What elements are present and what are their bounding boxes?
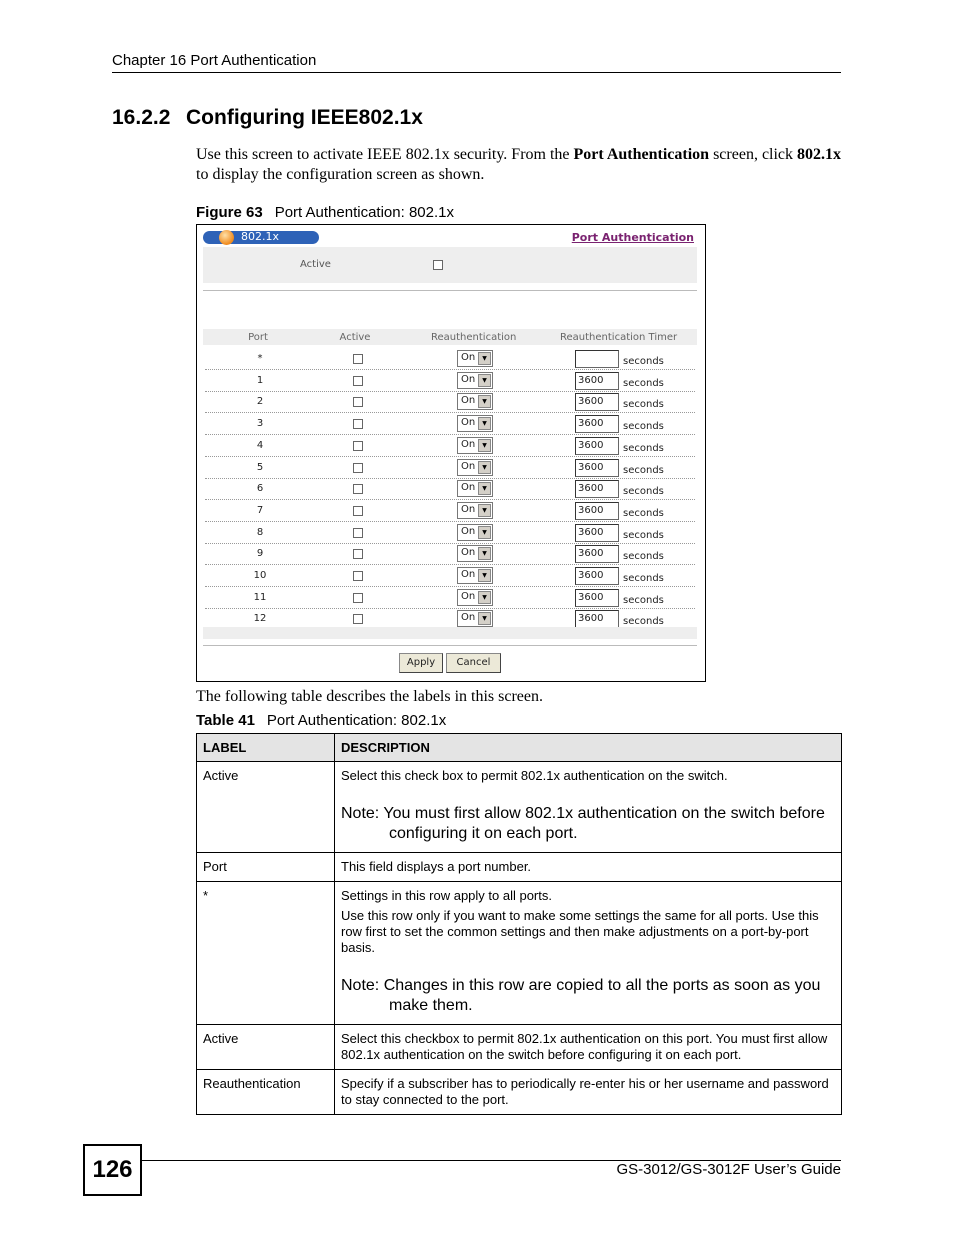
reauthentication-value: On (461, 438, 476, 450)
port-row (205, 391, 695, 413)
seconds-unit: seconds (623, 594, 664, 606)
reauth-timer-input[interactable] (575, 480, 619, 498)
reauth-timer-value: 3600 (578, 461, 604, 473)
dropdown-arrow-icon: ▼ (478, 569, 491, 582)
guide-name: GS-3012/GS-3012F User’s Guide (616, 1161, 841, 1178)
reauthentication-select[interactable] (457, 589, 493, 606)
port-number: 6 (256, 483, 264, 495)
reauthentication-select[interactable] (457, 350, 493, 367)
seconds-unit: seconds (623, 464, 664, 476)
note-text: Note: You must first allow 802.1x authentication on the switch before configuring it on each port. (341, 805, 825, 842)
intro-bold-text: 802.1x (797, 146, 842, 163)
figure-caption-text: Port Authentication: 802.1x (274, 204, 454, 221)
seconds-unit: seconds (623, 573, 664, 584)
port-active-checkbox[interactable] (353, 354, 363, 364)
port-active-checkbox[interactable] (353, 376, 363, 386)
port-number: 4 (256, 439, 264, 451)
port-active-checkbox[interactable] (353, 549, 363, 559)
dropdown-arrow-icon: ▼ (478, 417, 491, 430)
reauthentication-select[interactable] (457, 524, 493, 541)
column-header-reauth-timer: Reauthentication Timer (560, 332, 678, 343)
description-text: This field displays a port number. (341, 859, 532, 874)
dropdown-arrow-icon: ▼ (478, 439, 491, 452)
reauth-timer-value: 3600 (578, 570, 604, 581)
port-active-checkbox[interactable] (353, 397, 363, 407)
port-active-checkbox[interactable] (353, 593, 363, 603)
reauth-timer-value: 3600 (578, 374, 604, 386)
running-header: Chapter 16 Port Authentication (112, 52, 317, 69)
description-table (196, 733, 842, 1115)
reauthentication-value: On (461, 612, 476, 624)
reauth-timer-input[interactable] (575, 502, 619, 520)
port-active-checkbox[interactable] (353, 506, 363, 516)
port-row (205, 522, 695, 544)
column-header-reauthentication: Reauthentication (431, 332, 517, 343)
reauth-timer-input[interactable] (575, 589, 619, 607)
port-number: 1 (256, 374, 264, 386)
section-heading (112, 106, 423, 130)
reauthentication-value: On (461, 460, 476, 472)
port-number: 2 (256, 396, 264, 408)
dropdown-arrow-icon: ▼ (478, 374, 491, 387)
header-rule (112, 72, 841, 73)
table-caption (196, 712, 446, 729)
reauthentication-select[interactable] (457, 610, 493, 627)
port-active-checkbox[interactable] (353, 419, 363, 429)
header-description: DESCRIPTION (335, 734, 842, 762)
reauthentication-value: On (461, 569, 476, 580)
table-row (197, 882, 842, 1025)
port-row (205, 478, 695, 500)
seconds-unit: seconds (623, 356, 664, 367)
seconds-unit: seconds (623, 507, 664, 519)
description-text: Settings in this row apply to all ports. (341, 888, 552, 903)
port-row (205, 543, 695, 565)
intro-text: to display the configuration screen as shown. (196, 166, 485, 183)
dropdown-arrow-icon: ▼ (478, 482, 491, 495)
reauth-timer-input[interactable] (575, 459, 619, 477)
intro-paragraph (196, 145, 846, 185)
dropdown-arrow-icon: ▼ (478, 526, 491, 539)
table-row (197, 762, 842, 853)
port-row (205, 500, 695, 522)
row-description (335, 1025, 842, 1070)
port-row (205, 348, 695, 370)
port-row (205, 457, 695, 479)
seconds-unit: seconds (623, 377, 664, 389)
tab-label: 802.1x (241, 230, 280, 243)
port-number: 9 (256, 548, 264, 560)
note-text: Note: Changes in this row are copied to all the ports as soon as you make them. (341, 977, 821, 1014)
header-label: LABEL (197, 734, 335, 762)
table-header-row (197, 734, 842, 762)
reauthentication-select[interactable] (457, 480, 493, 497)
reauthentication-select[interactable] (457, 459, 493, 476)
reauth-timer-input[interactable] (575, 610, 619, 628)
port-number: 8 (256, 526, 264, 538)
reauthentication-select[interactable] (457, 567, 493, 584)
seconds-unit: seconds (623, 616, 664, 628)
table-row (197, 1070, 842, 1115)
port-row (205, 435, 695, 457)
dropdown-arrow-icon: ▼ (478, 612, 491, 625)
description-text: Use this row only if you want to make some settings the same for all ports. Use this row first to set the common settings and then make adjustments on a port-by-port basis. (341, 908, 819, 955)
reauthentication-select[interactable] (457, 545, 493, 562)
page-number: 126 (83, 1144, 142, 1196)
screenshot-figure (196, 224, 706, 682)
port-number: 12 (253, 613, 267, 625)
figure-label: Figure 63 (196, 204, 263, 221)
port-active-checkbox[interactable] (353, 528, 363, 538)
reauth-timer-input[interactable] (575, 393, 619, 411)
reauthentication-value: On (461, 547, 476, 559)
reauth-timer-input[interactable] (575, 524, 619, 542)
reauthentication-select[interactable] (457, 393, 493, 410)
port-active-checkbox[interactable] (353, 614, 363, 624)
section-number: 16.2.2 (112, 106, 171, 129)
divider (203, 290, 697, 291)
reauth-timer-input[interactable] (575, 415, 619, 433)
port-number: 3 (256, 418, 264, 430)
port-table-footer (203, 627, 697, 639)
cancel-button[interactable]: Cancel (446, 653, 501, 673)
dropdown-arrow-icon: ▼ (478, 352, 491, 365)
reauthentication-value: On (461, 373, 476, 385)
row-label: Active (197, 762, 335, 853)
reauthentication-value: On (461, 590, 476, 602)
seconds-unit: seconds (623, 486, 664, 498)
port-number: * (257, 353, 263, 364)
active-label: Active (300, 259, 331, 270)
row-label: Active (197, 1025, 335, 1070)
reauthentication-value: On (461, 525, 476, 537)
port-table-header (203, 329, 697, 345)
row-description (335, 853, 842, 882)
intro-bold-text: Port Authentication (573, 146, 710, 163)
reauthentication-value: On (461, 417, 476, 429)
port-row (205, 587, 695, 609)
port-row (205, 413, 695, 435)
reauthentication-value: On (461, 482, 476, 494)
row-label: * (197, 882, 335, 1025)
following-text: The following table describes the labels in this screen. (196, 688, 544, 705)
reauth-timer-value: 3600 (578, 396, 604, 408)
port-number: 10 (253, 570, 267, 581)
intro-text: Use this screen to activate IEEE 802.1x security. From the (196, 146, 574, 163)
port-active-checkbox[interactable] (353, 463, 363, 473)
row-description (335, 762, 842, 853)
column-header-port: Port (248, 332, 268, 343)
reauthentication-select[interactable] (457, 502, 493, 519)
port-active-checkbox[interactable] (353, 441, 363, 451)
description-text: Select this checkbox to permit 802.1x authentication on this port. You must first allow 802.1x authentication on the switch before configuring it on each port. (341, 1031, 828, 1062)
tab-8021x[interactable] (203, 231, 319, 244)
reauthentication-select[interactable] (457, 372, 493, 389)
row-description (335, 1070, 842, 1115)
reauthentication-value: On (461, 503, 476, 515)
reauth-timer-input[interactable] (575, 567, 619, 585)
description-text: Specify if a subscriber has to periodically re-enter his or her username and password to stay connected to the port. (341, 1076, 829, 1107)
port-authentication-link[interactable]: Port Authentication (571, 231, 694, 244)
dropdown-arrow-icon: ▼ (478, 395, 491, 408)
section-title: Configuring IEEE802.1x (186, 106, 423, 129)
active-panel (203, 247, 697, 283)
seconds-unit: seconds (623, 551, 664, 563)
port-active-checkbox[interactable] (353, 484, 363, 494)
reauth-timer-input[interactable] (575, 545, 619, 563)
reauth-timer-value: 3600 (578, 613, 604, 625)
seconds-unit: seconds (623, 529, 664, 541)
port-active-checkbox[interactable] (353, 571, 363, 581)
reauthentication-value: On (461, 395, 476, 407)
reauthentication-select[interactable] (457, 437, 493, 454)
port-row (205, 370, 695, 392)
port-number: 11 (253, 591, 267, 603)
intro-text: screen, click (709, 146, 798, 163)
seconds-unit: seconds (623, 442, 664, 454)
apply-button[interactable]: Apply (399, 653, 443, 673)
reauth-timer-value: 3600 (578, 483, 604, 495)
row-label: Reauthentication (197, 1070, 335, 1115)
dropdown-arrow-icon: ▼ (478, 461, 491, 474)
orange-ball-icon (219, 230, 234, 245)
seconds-unit: seconds (623, 421, 664, 433)
dropdown-arrow-icon: ▼ (478, 591, 491, 604)
description-text: Select this check box to permit 802.1x authentication on the switch. (341, 768, 728, 783)
dropdown-arrow-icon: ▼ (478, 504, 491, 517)
table-row (197, 853, 842, 882)
table-caption-text: Port Authentication: 802.1x (266, 712, 447, 729)
reauthentication-select[interactable] (457, 415, 493, 432)
seconds-unit: seconds (623, 399, 664, 411)
figure-caption (196, 204, 454, 221)
row-label: Port (197, 853, 335, 882)
reauth-timer-value: 3600 (578, 548, 604, 560)
reauth-timer-value: 3600 (578, 591, 604, 603)
divider (203, 645, 697, 646)
column-header-active: Active (339, 332, 371, 343)
table-row (197, 1025, 842, 1070)
reauth-timer-value: 3600 (578, 439, 604, 451)
reauth-timer-input[interactable] (575, 437, 619, 455)
dropdown-arrow-icon: ▼ (478, 547, 491, 560)
port-row (205, 565, 695, 587)
active-checkbox[interactable] (433, 260, 443, 270)
reauthentication-value: On (461, 352, 476, 363)
reauth-timer-value: 3600 (578, 418, 604, 430)
row-description (335, 882, 842, 1025)
reauth-timer-input[interactable] (575, 372, 619, 390)
reauth-timer-value: 3600 (578, 526, 604, 538)
port-number: 5 (256, 461, 264, 473)
reauth-timer-input[interactable] (575, 350, 619, 368)
port-number: 7 (256, 504, 264, 516)
reauth-timer-value: 3600 (578, 504, 604, 516)
table-label: Table 41 (196, 712, 255, 729)
